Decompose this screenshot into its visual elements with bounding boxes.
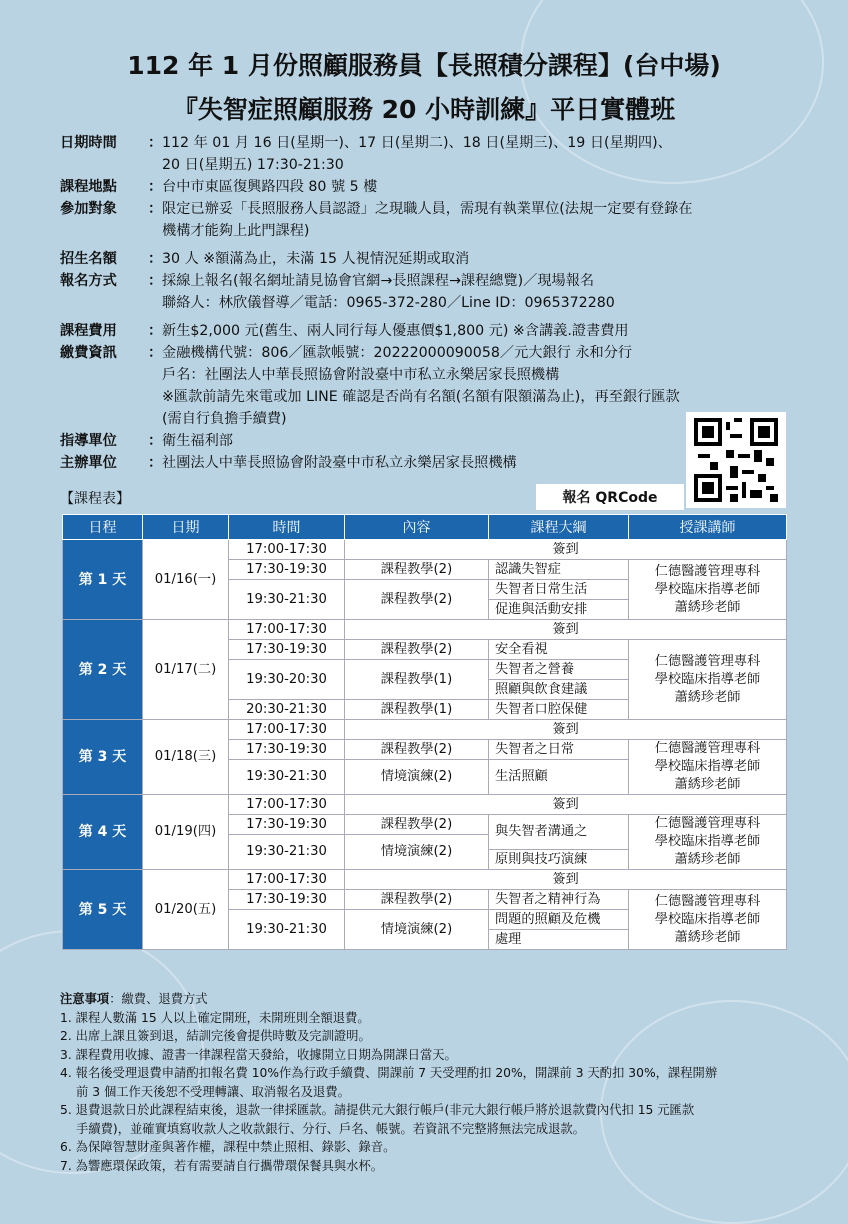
time-cell: 17:30-19:30: [229, 815, 345, 835]
content-cell: 情境演練(2): [345, 835, 489, 870]
note-item: 3. 課程費用收據、證書一律課程當天發給，收據開立日期為開課日當天。: [60, 1047, 457, 1062]
info-host: 主辦單位 ： 社團法人中華長照協會附設臺中市私立永樂居家長照機構: [60, 452, 800, 474]
time-cell: 17:30-19:30: [229, 890, 345, 910]
checkin-cell: 簽到: [345, 795, 787, 815]
content-cell: 課程教學(2): [345, 815, 489, 835]
info-place: 課程地點 ： 台中市東區復興路四段 80 號 5 樓: [60, 176, 800, 198]
note-item: 4. 報名後受理退費申請酌扣報名費 10%作為行政手續費、開課前 7 天受理酌扣 20%，開課前 3 天酌扣 30%，課程開辦: [60, 1066, 718, 1080]
info-value: (需自行負擔手續費): [162, 411, 287, 427]
date-cell: 01/18(三): [143, 720, 229, 795]
day-cell: 第 4 天: [63, 795, 143, 870]
info-value: 衛生福利部: [162, 433, 233, 449]
instructor-cell: 仁德醫護管理專科 學校臨床指導老師 蕭綉珍老師: [629, 740, 787, 795]
schedule-table: [62, 514, 787, 950]
content-cell: 情境演練(2): [345, 910, 489, 950]
qr-code-label: 報名 QRCode: [536, 484, 684, 510]
outline-cell: 失智者之營養: [489, 660, 629, 680]
header-outline: 課程大綱: [489, 515, 629, 540]
info-value: 社團法人中華長照協會附設臺中市私立永樂居家長照機構: [162, 455, 517, 471]
info-value: 台中市東區復興路四段 80 號 5 樓: [162, 179, 378, 195]
qr-code-icon: [694, 418, 778, 502]
info-label: 招生名額: [60, 251, 117, 267]
note-item: 6. 為保障智慧財產與著作權，課程中禁止照相、錄影、錄音。: [60, 1140, 396, 1154]
time-cell: 19:30-21:30: [229, 580, 345, 620]
day-cell: 第 2 天: [63, 620, 143, 720]
outline-cell: 認識失智症: [489, 560, 629, 580]
note-item: 5. 退費退款日於此課程結束後，退款一律採匯款。請提供元大銀行帳戶(非元大銀行帳戶將於退款費內代扣 15 元匯款: [60, 1103, 695, 1117]
instructor-cell: 仁德醫護管理專科 學校臨床指導老師 蕭綉珍老師: [629, 640, 787, 720]
time-cell: 17:30-19:30: [229, 740, 345, 760]
info-value: 聯絡人：林欣儀督導／電話：0965-372-280／Line ID：0965372280: [162, 295, 615, 311]
content-cell: 課程教學(1): [345, 660, 489, 700]
outline-cell: 生活照顧: [489, 760, 629, 795]
content-cell: 課程教學(2): [345, 890, 489, 910]
date-cell: 01/16(一): [143, 540, 229, 620]
header-day: 日程: [63, 515, 143, 540]
outline-cell: 照顧與飲食建議: [489, 680, 629, 700]
time-cell: 19:30-21:30: [229, 760, 345, 795]
time-cell: 17:00-17:30: [229, 795, 345, 815]
table-row: [63, 540, 787, 560]
outline-cell: 處理: [489, 930, 629, 950]
time-cell: 17:00-17:30: [229, 620, 345, 640]
time-cell: 19:30-21:30: [229, 835, 345, 870]
content-cell: 課程教學(2): [345, 640, 489, 660]
info-value: 112 年 01 月 16 日(星期一)、17 日(星期二)、18 日(星期三)、19 日(星期四)、: [162, 135, 672, 151]
info-value: 金融機構代號：806／匯款帳號：20222000090058／元大銀行 永和分行: [162, 345, 633, 361]
note-item-cont: 手續費)，並確實填寫收款人之收款銀行、分行、戶名、帳號。若資訊不完整將無法完成退款。: [76, 1121, 585, 1136]
info-signup: 報名方式 ： 採線上報名(報名網址請見協會官網→長照課程→課程總覽)／現場報名 聯絡人：林欣儀督導／電話：0965-372-280／Line ID：0965372280: [60, 270, 800, 314]
info-value: 20 日(星期五) 17:30-21:30: [162, 157, 344, 173]
day-cell: 第 3 天: [63, 720, 143, 795]
info-value: ※匯款前請先來電或加 LINE 確認是否尚有名額(名額有限額滿為止)，再至銀行匯款: [162, 389, 680, 405]
content-cell: 課程教學(1): [345, 700, 489, 720]
header-time: 時間: [229, 515, 345, 540]
time-cell: 19:30-20:30: [229, 660, 345, 700]
outline-cell: 安全看視: [489, 640, 629, 660]
info-value: 戶名：社團法人中華長照協會附設臺中市私立永樂居家長照機構: [162, 367, 560, 383]
date-cell: 01/19(四): [143, 795, 229, 870]
outline-cell: 失智者之精神行為: [489, 890, 629, 910]
outline-cell: 促進與活動安排: [489, 600, 629, 620]
outline-cell: 原則與技巧演練: [489, 850, 629, 870]
info-label: 報名方式: [60, 273, 117, 289]
info-value: 限定已辦妥「長照服務人員認證」之現職人員，需現有執業單位(法規一定要有登錄在: [162, 201, 693, 217]
note-item: 7. 為響應環保政策，若有需要請自行攜帶環保餐具與水杯。: [60, 1158, 384, 1173]
time-cell: 17:30-19:30: [229, 640, 345, 660]
day-cell: 第 1 天: [63, 540, 143, 620]
checkin-cell: 簽到: [345, 720, 787, 740]
info-label: 課程費用: [60, 323, 117, 339]
note-item-cont: 前 3 個工作天後恕不受理轉讓、取消報名及退費。: [76, 1084, 350, 1099]
outline-cell: 失智者日常生活: [489, 580, 629, 600]
info-value: 30 人 ※額滿為止，未滿 15 人視情況延期或取消: [162, 251, 470, 267]
time-cell: 19:30-21:30: [229, 910, 345, 950]
info-value: 機構才能夠上此門課程): [162, 223, 310, 239]
outline-cell: 失智者之日常: [489, 740, 629, 760]
instructor-cell: 仁德醫護管理專科 學校臨床指導老師 蕭綉珍老師: [629, 815, 787, 870]
checkin-cell: 簽到: [345, 540, 787, 560]
notes-heading: 注意事項：繳費、退費方式: [60, 992, 208, 1006]
info-fee: 課程費用 ： 新生$2,000 元(舊生、兩人同行每人優惠價$1,800 元) ※含講義.證書費用: [60, 320, 800, 342]
content-cell: 課程教學(2): [345, 580, 489, 620]
content-cell: 課程教學(2): [345, 740, 489, 760]
time-cell: 20:30-21:30: [229, 700, 345, 720]
info-label: 指導單位: [60, 433, 117, 449]
table-row: [63, 795, 787, 815]
instructor-cell: 仁德醫護管理專科 學校臨床指導老師 蕭綉珍老師: [629, 890, 787, 950]
info-payment: 繳費資訊 ： 金融機構代號：806／匯款帳號：20222000090058／元大銀行 永和分行 戶名：社團法人中華長照協會附設臺中市私立永樂居家長照機構 ※匯款前請先來電或加 LINE 確認是否尚有名額(名額有限額滿為止)，再至銀行匯款 (需自行負擔手續費): [60, 342, 800, 430]
info-value: 採線上報名(報名網址請見協會官網→長照課程→課程總覽)／現場報名: [162, 273, 595, 289]
header-content: 內容: [345, 515, 489, 540]
outline-cell: 與失智者溝通之: [489, 815, 629, 850]
time-cell: 17:00-17:30: [229, 540, 345, 560]
note-item: 2. 出席上課且簽到退，結訓完後會提供時數及完訓證明。: [60, 1029, 371, 1043]
info-label: 繳費資訊: [60, 345, 117, 361]
time-cell: 17:00-17:30: [229, 720, 345, 740]
info-label: 參加對象: [60, 201, 117, 217]
date-cell: 01/17(二): [143, 620, 229, 720]
checkin-cell: 簽到: [345, 870, 787, 890]
info-label: 主辦單位: [60, 455, 117, 471]
signup-qr-code[interactable]: [686, 412, 786, 508]
schedule-label: 【課程表】: [60, 491, 130, 507]
info-target: 參加對象 ： 限定已辦妥「長照服務人員認證」之現職人員，需現有執業單位(法規一定要有登錄在 機構才能夠上此門課程): [60, 198, 800, 242]
table-row: [63, 870, 787, 890]
instructor-cell: 仁德醫護管理專科 學校臨床指導老師 蕭綉珍老師: [629, 560, 787, 620]
table-row: [63, 720, 787, 740]
outline-cell: 問題的照顧及危機: [489, 910, 629, 930]
notes-section: [60, 990, 800, 1175]
table-row: [63, 620, 787, 640]
date-cell: 01/20(五): [143, 870, 229, 950]
note-item: 1. 課程人數滿 15 人以上確定開班，未開班則全額退費。: [60, 1010, 370, 1025]
info-value: 新生$2,000 元(舊生、兩人同行每人優惠價$1,800 元) ※含講義.證書費用: [162, 323, 629, 339]
time-cell: 17:00-17:30: [229, 870, 345, 890]
info-label: 課程地點: [60, 179, 117, 195]
info-guide: 指導單位 ： 衛生福利部: [60, 430, 800, 452]
header-date: 日期: [143, 515, 229, 540]
info-quota: 招生名額 ： 30 人 ※額滿為止，未滿 15 人視情況延期或取消: [60, 248, 800, 270]
header-instructor: 授課講師: [629, 515, 787, 540]
title-line-1: 112 年 1 月份照顧服務員【長照積分課程】(台中場): [127, 51, 721, 80]
time-cell: 17:30-19:30: [229, 560, 345, 580]
title-line-2: 『失智症照顧服務 20 小時訓練』平日實體班: [172, 95, 676, 124]
outline-cell: 失智者口腔保健: [489, 700, 629, 720]
content-cell: 情境演練(2): [345, 760, 489, 795]
checkin-cell: 簽到: [345, 620, 787, 640]
day-cell: 第 5 天: [63, 870, 143, 950]
info-date: 日期時間 ： 112 年 01 月 16 日(星期一)、17 日(星期二)、18 日(星期三)、19 日(星期四)、 20 日(星期五) 17:30-21:30: [60, 132, 800, 176]
info-label: 日期時間: [60, 135, 117, 151]
content-cell: 課程教學(2): [345, 560, 489, 580]
table-header-row: [63, 515, 787, 540]
